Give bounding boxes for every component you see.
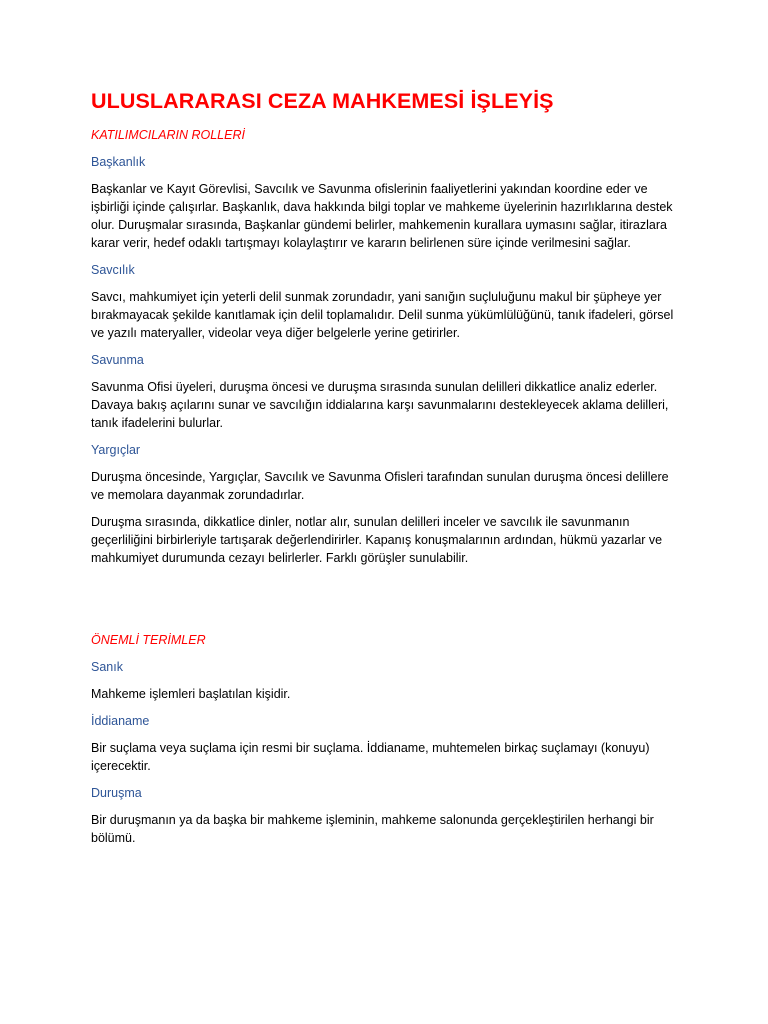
paragraph-durusma: Bir duruşmanın ya da başka bir mahkeme işleminin, mahkeme salonunda gerçekleştirilen herhangi bir bölümü. bbox=[91, 813, 654, 845]
subheading-savunma: Savunma bbox=[91, 353, 144, 367]
subheading-savcilik: Savcılık bbox=[91, 263, 135, 277]
section-heading-roles: KATILIMCILARIN ROLLERİ bbox=[91, 128, 245, 142]
paragraph-baskanlik: Başkanlar ve Kayıt Görevlisi, Savcılık ve Savunma ofislerinin faaliyetlerini yakından koordine eder ve işbirliği içinde çalışırlar. Başkanlık, dava hakkında bilgi toplar ve mahkeme üyelerinin hazırlıklarına destek olur. Duruşmalar sırasında, Başkanlar gündemi belirler, mahkemenin kurallara uymasını sağlar, itirazlara karar verir, hedef odaklı tartışmayı kolaylaştırır ve kararın belirlenen süre içinde verilmesini sağlar. bbox=[91, 182, 673, 250]
paragraph-savunma: Savunma Ofisi üyeleri, duruşma öncesi ve duruşma sırasında sunulan delilleri dikkatlice analiz ederler. Davaya bakış açılarını sunar ve savcılığın iddialarına karşı savunmalarını destekleyecek aklama delilleri, tanık ifadelerini bulurlar. bbox=[91, 380, 669, 430]
paragraph-yargiclar-1: Duruşma öncesinde, Yargıçlar, Savcılık ve Savunma Ofisleri tarafından sunulan duruşma öncesi delillere ve memolara dayanmak zorundadırlar. bbox=[91, 470, 669, 502]
document-title: ULUSLARARASI CEZA MAHKEMESİ İŞLEYİŞ bbox=[91, 89, 554, 113]
paragraph-iddianame: Bir suçlama veya suçlama için resmi bir suçlama. İddianame, muhtemelen birkaç suçlamayı (konuyu) içerecektir. bbox=[91, 741, 650, 773]
subheading-sanik: Sanık bbox=[91, 660, 123, 674]
document-page bbox=[91, 86, 683, 847]
subheading-yargiclar: Yargıçlar bbox=[91, 443, 141, 457]
paragraph-savcilik: Savcı, mahkumiyet için yeterli delil sunmak zorundadır, yani sanığın suçluluğunu makul bir şüpheye yer bırakmayacak şekilde kanıtlamak için delil toplamalıdır. Delil sunma yükümlülüğünü, tanık ifadeleri, görsel ve yazılı materyaller, videolar veya diğer belgelerle yerine getirirler. bbox=[91, 290, 674, 340]
subheading-baskanlik: Başkanlık bbox=[91, 155, 146, 169]
subheading-iddianame: İddianame bbox=[91, 714, 150, 728]
paragraph-yargiclar-2: Duruşma sırasında, dikkatlice dinler, notlar alır, sunulan delilleri inceler ve savcılık ile savunmanın geçerliliğini birbirleriyle tartışarak değerlendirirler. Kapanış konuşmalarının ardından, hükmü yazarlar ve mahkumiyet durumunda cezayı belirlerler. Farklı görüşler sunulabilir. bbox=[91, 515, 663, 565]
subheading-durusma: Duruşma bbox=[91, 786, 142, 800]
paragraph-sanik: Mahkeme işlemleri başlatılan kişidir. bbox=[91, 687, 291, 701]
section-heading-terms: ÖNEMLİ TERİMLER bbox=[91, 633, 206, 647]
